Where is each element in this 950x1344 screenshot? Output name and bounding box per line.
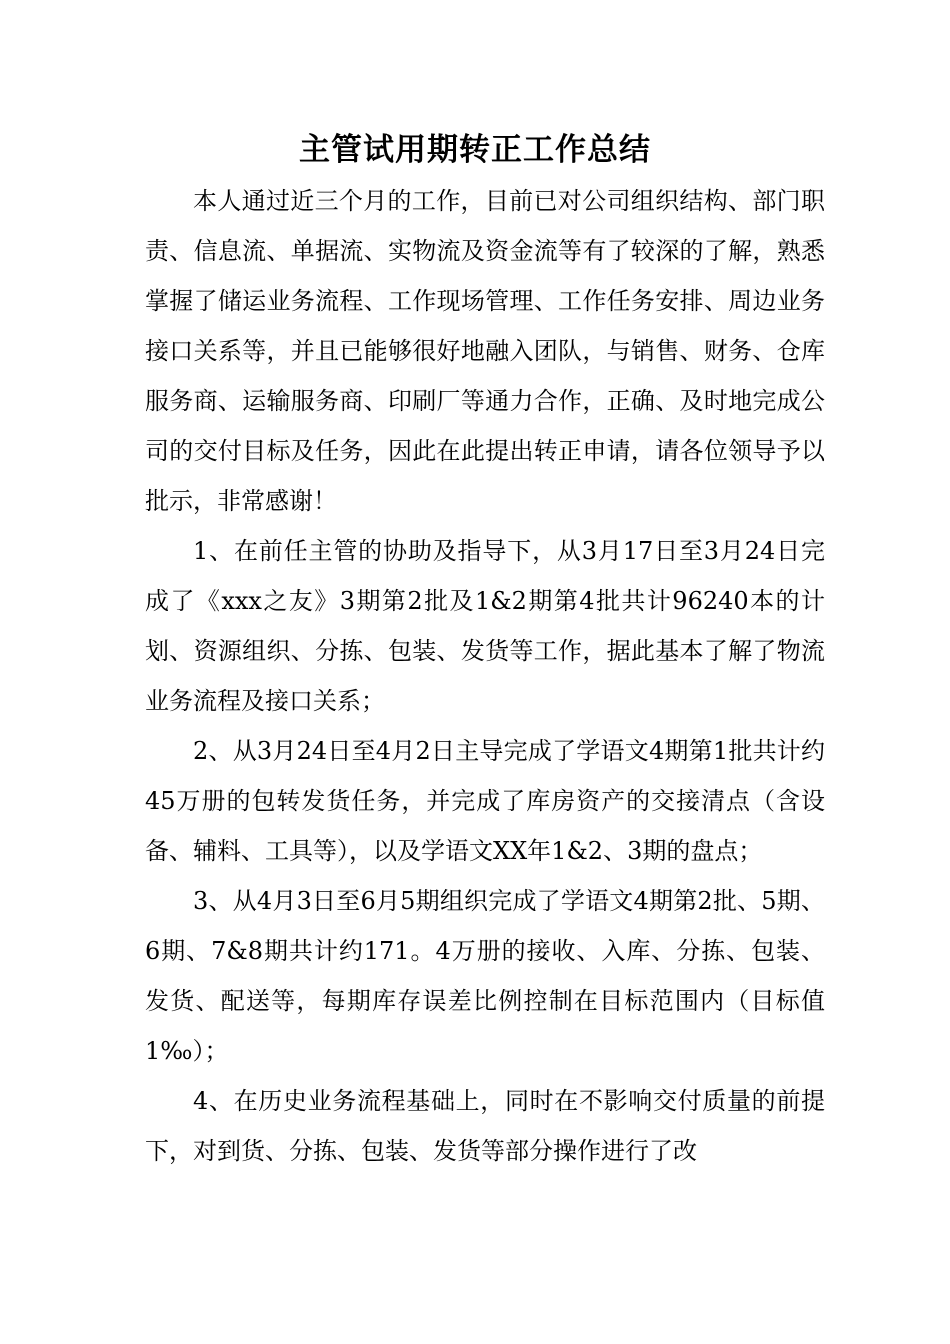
paragraph-item-2: 2、从3月24日至4月2日主导完成了学语文4期第1批共计约45万册的包转发货任务，并完成了库房资产的交接清点（含设备、辅料、工具等），以及学语文XX年1&2、3期的盘点； <box>145 737 825 865</box>
paragraph-item-4: 4、在历史业务流程基础上，同时在不影响交付质量的前提下，对到货、分拣、包装、发货等部分操作进行了改 <box>145 1087 825 1165</box>
paragraph-intro: 本人通过近三个月的工作，目前已对公司组织结构、部门职责、信息流、单据流、实物流及资金流等有了较深的了解，熟悉掌握了储运业务流程、工作现场管理、工作任务安排、周边业务接口关系等，并且已能够很好地融入团队，与销售、财务、仓库服务商、运输服务商、印刷厂等通力合作，正确、及时地完成公司的交付目标及任务，因此在此提出转正申请，请各位领导予以批示，非常感谢！ <box>145 187 825 515</box>
document-body <box>145 176 825 1176</box>
document-title: 主管试用期转正工作总结 <box>299 132 651 168</box>
paragraph-item-3: 3、从4月3日至6月5期组织完成了学语文4期第2批、5期、6期、7&8期共计约171。4万册的接收、入库、分拣、包装、发货、配送等，每期库存误差比例控制在目标范围内（目标值1‰）； <box>145 887 825 1065</box>
paragraph-item-1: 1、在前任主管的协助及指导下，从3月17日至3月24日完成了《xxx之友》3期第2批及1&2期第4批共计96240本的计划、资源组织、分拣、包装、发货等工作，据此基本了解了物流业务流程及接口关系； <box>145 537 825 715</box>
